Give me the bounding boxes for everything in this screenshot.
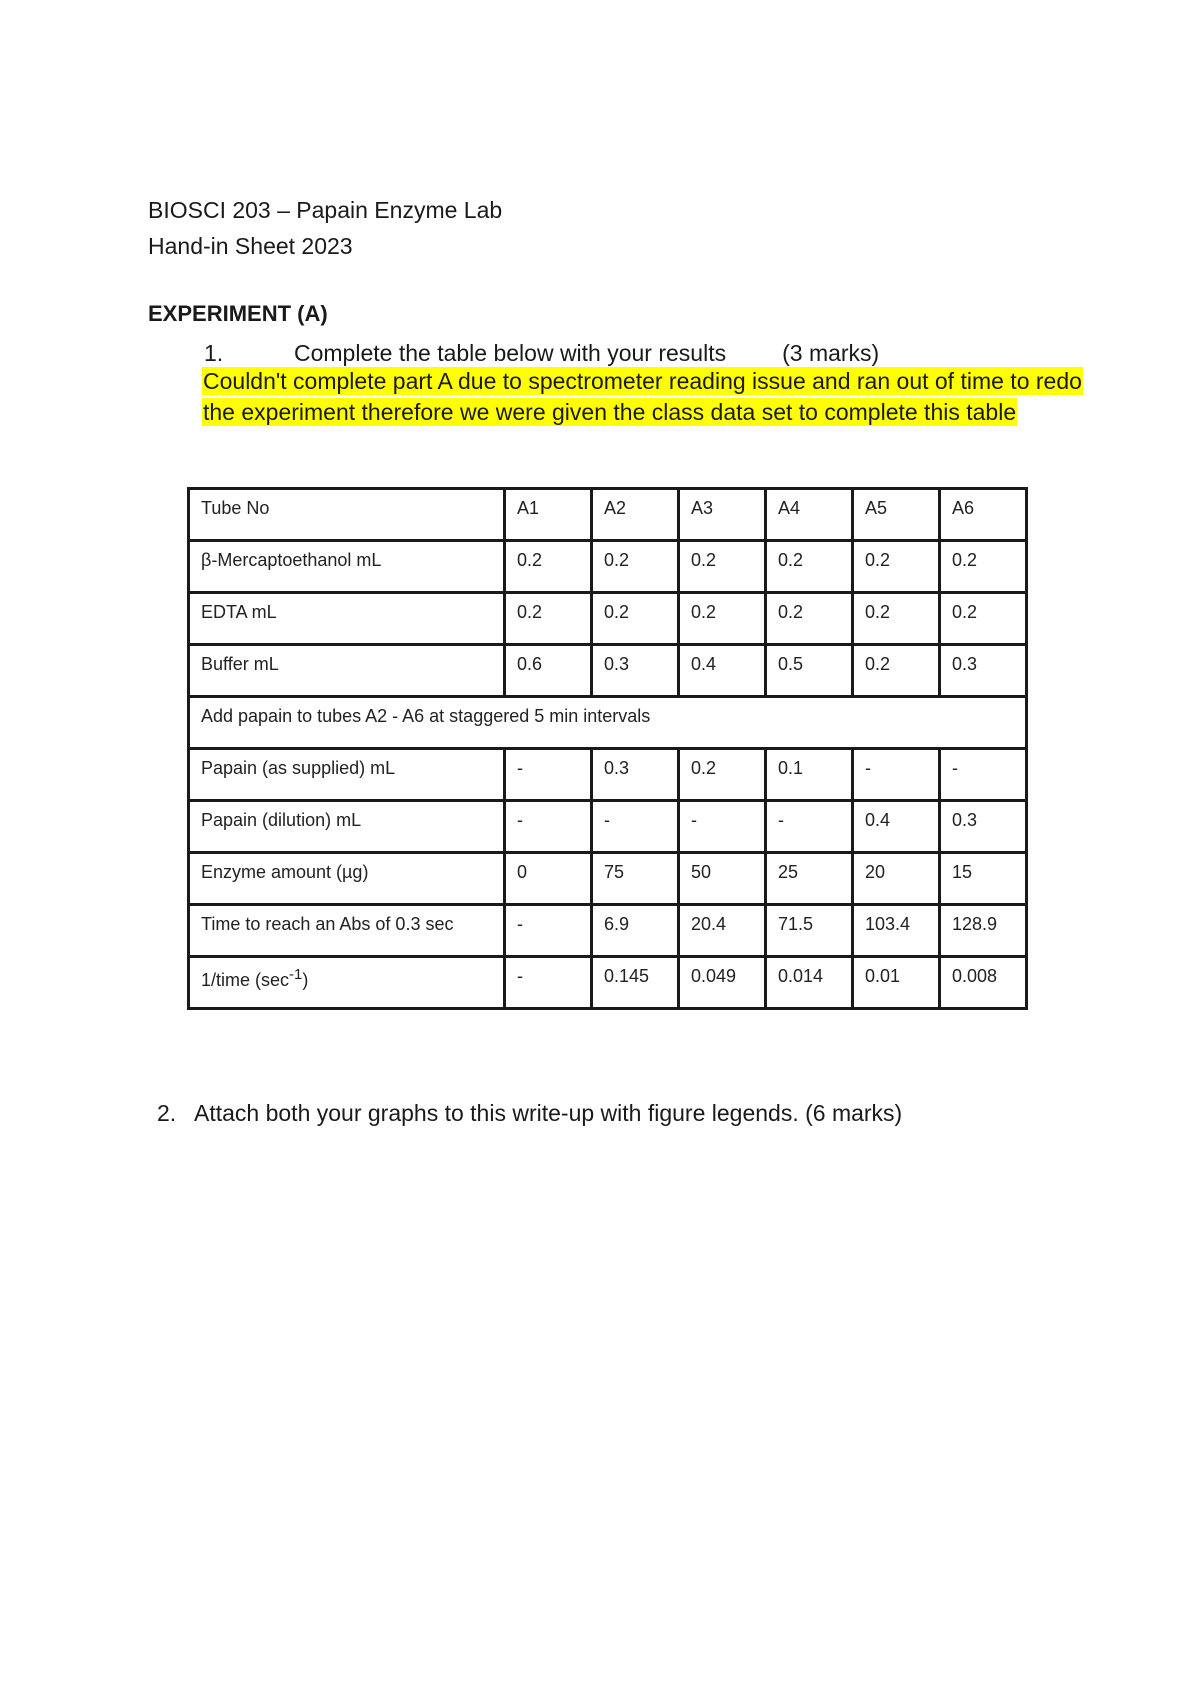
table-cell: 0.2 (853, 541, 940, 593)
table-row (189, 957, 1027, 1009)
table-column-header: A1 (505, 489, 592, 541)
table-cell: 0.2 (592, 593, 679, 645)
table-cell: - (505, 957, 592, 1009)
question-1-text: Complete the table below with your results (294, 340, 727, 366)
table-cell: 0.2 (853, 593, 940, 645)
row-label-prefix: 1/time (sec (201, 970, 290, 990)
row-label: Buffer mL (189, 645, 505, 697)
table-cell: 0.014 (766, 957, 853, 1009)
row-label: Papain (dilution) mL (189, 801, 505, 853)
table-cell: 0.2 (766, 593, 853, 645)
table-cell: 0.2 (853, 645, 940, 697)
table-cell: 128.9 (940, 905, 1027, 957)
highlighted-note (202, 366, 1082, 427)
table-cell: 0.049 (679, 957, 766, 1009)
table-cell: - (505, 905, 592, 957)
table-column-header: A4 (766, 489, 853, 541)
table-cell: 0.4 (679, 645, 766, 697)
table-cell: 71.5 (766, 905, 853, 957)
table-cell: 0.2 (505, 593, 592, 645)
table-row (189, 645, 1027, 697)
table-cell: - (679, 801, 766, 853)
question-1 (204, 339, 879, 367)
table-cell: 0.2 (679, 541, 766, 593)
table-cell: - (940, 749, 1027, 801)
table-cell: 0.1 (766, 749, 853, 801)
table-row (189, 801, 1027, 853)
row-label: Time to reach an Abs of 0.3 sec (189, 905, 505, 957)
table-row (189, 593, 1027, 645)
table-cell: 0.2 (940, 541, 1027, 593)
question-2-text: Attach both your graphs to this write-up with figure legends. (6 marks) (194, 1100, 903, 1126)
table-cell: 20 (853, 853, 940, 905)
table-row (189, 853, 1027, 905)
table-cell: - (853, 749, 940, 801)
table-column-header: A6 (940, 489, 1027, 541)
document-title: BIOSCI 203 – Papain Enzyme Lab (148, 197, 503, 223)
table-row (189, 749, 1027, 801)
table-cell: 0.2 (679, 593, 766, 645)
table-cell: 75 (592, 853, 679, 905)
table-cell: 0.6 (505, 645, 592, 697)
table-column-header: A5 (853, 489, 940, 541)
table-cell: 0.01 (853, 957, 940, 1009)
table-cell: - (505, 801, 592, 853)
table-cell: 20.4 (679, 905, 766, 957)
question-1-marks: (3 marks) (782, 340, 880, 366)
span-row-text: Add papain to tubes A2 - A6 at staggered 5 min intervals (189, 697, 1027, 749)
row-label-superscript: -1 (289, 966, 303, 983)
document-subtitle: Hand-in Sheet 2023 (148, 233, 353, 259)
table-cell: 0.3 (592, 645, 679, 697)
table-row (189, 905, 1027, 957)
row-label: Papain (as supplied) mL (189, 749, 505, 801)
table-header-row (189, 489, 1027, 541)
table-cell: 0.5 (766, 645, 853, 697)
table-cell: 0.008 (940, 957, 1027, 1009)
table-cell: 0.145 (592, 957, 679, 1009)
table-column-header: A3 (679, 489, 766, 541)
table-cell: 0.3 (940, 645, 1027, 697)
row-label (189, 957, 505, 1009)
table-row (189, 541, 1027, 593)
row-label: β-Mercaptoethanol mL (189, 541, 505, 593)
table-cell: 6.9 (592, 905, 679, 957)
table-cell: 0 (505, 853, 592, 905)
highlighted-note-text: Couldn't complete part A due to spectrometer reading issue and ran out of time to redo the experiment therefore we were given the class data set to complete this table (203, 368, 1082, 425)
table-cell: - (505, 749, 592, 801)
question-1-number: 1. (204, 340, 224, 366)
table-column-header: A2 (592, 489, 679, 541)
table-cell: 0.2 (505, 541, 592, 593)
table-cell: 0.4 (853, 801, 940, 853)
table-header-label: Tube No (189, 489, 505, 541)
results-table (187, 487, 1028, 1010)
table-cell: 0.3 (940, 801, 1027, 853)
table-cell: 25 (766, 853, 853, 905)
question-2-number: 2. (157, 1100, 177, 1126)
row-label-suffix: ) (302, 970, 309, 990)
table-cell: 50 (679, 853, 766, 905)
section-heading: EXPERIMENT (A) (148, 301, 328, 326)
table-cell: 0.3 (592, 749, 679, 801)
table-cell: 0.2 (679, 749, 766, 801)
table-cell: 103.4 (853, 905, 940, 957)
table-cell: 0.2 (940, 593, 1027, 645)
row-label: Enzyme amount (µg) (189, 853, 505, 905)
row-label: EDTA mL (189, 593, 505, 645)
table-span-row (189, 697, 1027, 749)
table-cell: 0.2 (766, 541, 853, 593)
table-cell: 0.2 (592, 541, 679, 593)
table-cell: - (766, 801, 853, 853)
table-cell: - (592, 801, 679, 853)
table-cell: 15 (940, 853, 1027, 905)
question-2 (157, 1099, 902, 1127)
